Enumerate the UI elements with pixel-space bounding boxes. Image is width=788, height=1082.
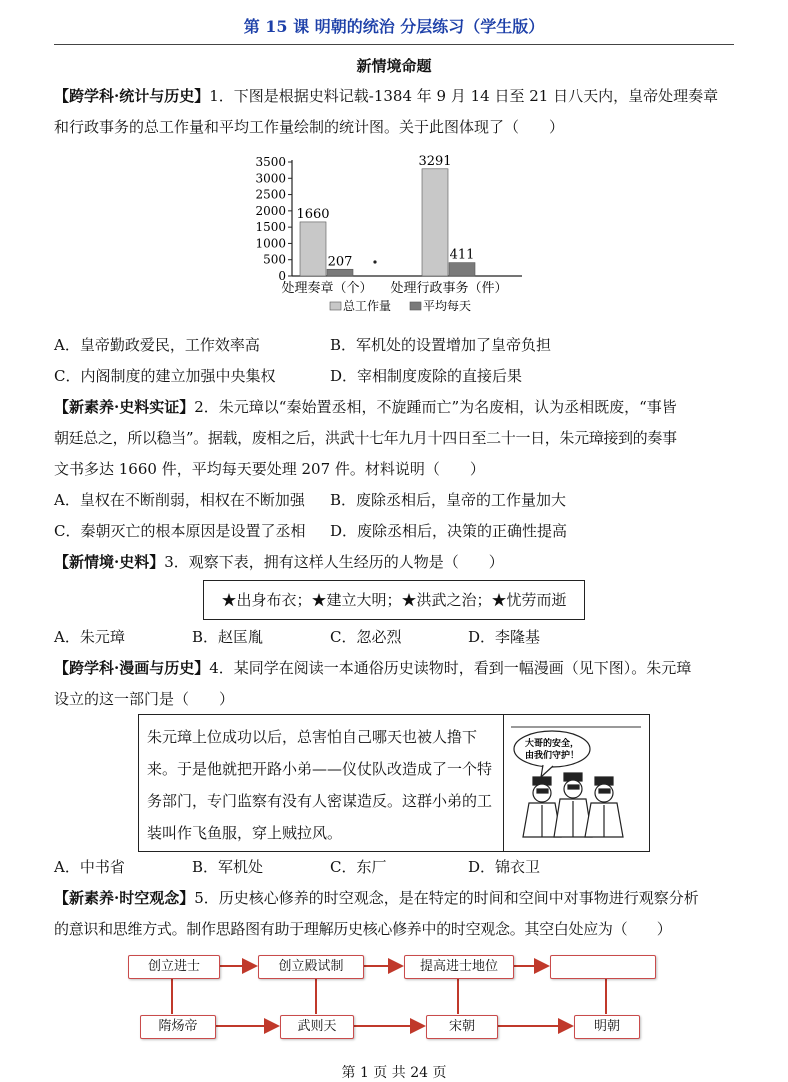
y-tick-label: 3000: [255, 171, 286, 186]
legend-label: 总工作量: [343, 299, 392, 313]
bar-总工作量-0: [300, 222, 326, 276]
q2-option-d[interactable]: D．废除丞相后，决策的正确性提高: [330, 522, 568, 540]
q2-option-b[interactable]: B．废除丞相后，皇帝的工作量加大: [330, 491, 567, 509]
q4-line-2: 设立的这一部门是（ ）: [54, 690, 235, 708]
q4-option-c[interactable]: C．东厂: [330, 858, 387, 876]
q3-option-b[interactable]: B．赵匡胤: [192, 628, 264, 646]
q1-option-c[interactable]: C．内阁制度的建立加强中央集权: [54, 367, 276, 385]
q1-tag: 【跨学科·统计与历史】: [54, 87, 210, 105]
q1-text-1: 1．下图是根据史料记载-1384 年 9 月 14 日至 21 日八天内，皇帝处理奏章: [209, 87, 719, 105]
q2-tag: 【新素养·史料实证】: [54, 398, 195, 416]
flow-bottom-box-2: 武则天: [280, 1015, 354, 1039]
flow-bottom-box-1: 隋炀帝: [140, 1015, 216, 1039]
flow-bottom-box-3: 宋朝: [426, 1015, 498, 1039]
flow-top-box-blank[interactable]: [550, 955, 656, 979]
bar-总工作量-1: [422, 169, 448, 276]
bar-value-label: 3291: [418, 153, 452, 169]
page-footer: 第 1 页 共 24 页: [341, 1065, 447, 1081]
q5-text-1: 5．历史核心修养的时空观念，是在特定的时间和空间中对事物进行观察分析: [194, 889, 699, 907]
y-tick-label: 500: [263, 252, 286, 267]
workload-bar-chart: [250, 150, 540, 322]
x-category-label: 处理行政事务（件）: [390, 281, 508, 296]
q4-bubble-line-1: 大哥的安全，: [524, 739, 580, 749]
q5-line-2: 的意识和思维方式。制作思路图有助于理解历史核心修养中的时空观念。其空白处应为（ ）: [54, 920, 672, 938]
q3-option-d[interactable]: D．李隆基: [468, 628, 541, 646]
q4-comic-divider: [503, 715, 504, 851]
q3-tag: 【新情境·史料】: [54, 553, 165, 571]
q4-tag: 【跨学科·漫画与历史】: [54, 659, 210, 677]
q4-comic-caption: 朱元璋上位成功以后，总害怕自己哪天也被人撸下来。于是他就把开路小弟——仪仗队改造成了一个特务部门，专门监察有没有人密谋造反。这群小弟的工装叫作飞鱼服，穿上贼拉风。: [147, 728, 493, 842]
section-title: 新情境命题: [356, 57, 432, 75]
y-tick-label: 3500: [255, 155, 286, 169]
y-tick-label: 1000: [255, 236, 286, 251]
q2-text-1: 2．朱元璋以“秦始置丞相，不旋踵而亡”为名废相，认为丞相既废，“事皆: [194, 398, 677, 416]
page-header-title: 第 15 课 明朝的统治 分层练习（学生版）: [243, 17, 545, 36]
q5-line-1: [54, 888, 699, 908]
y-tick-label: 2500: [255, 187, 286, 202]
q4-comic-box: [138, 714, 650, 852]
q4-line-1: [54, 658, 691, 678]
q4-text-1: 4．某同学在阅读一本通俗历史读物时，看到一幅漫画（见下图）。朱元璋: [209, 659, 692, 677]
q2-line-2: 朝廷总之，所以稳当”。据载，废相之后，洪武十七年九月十四日至二十一日，朱元璋接到的奏事: [54, 429, 677, 447]
flow-top-box-2: 创立殿试制: [258, 955, 364, 979]
bar-value-label: 207: [327, 254, 353, 270]
q5-tag: 【新素养·时空观念】: [54, 889, 195, 907]
flow-top-box-1: 创立进士: [128, 955, 220, 979]
q3-line-1: [54, 552, 504, 572]
legend-swatch-总工作量: [330, 302, 341, 310]
legend-label: 平均每天: [423, 299, 472, 313]
flow-bottom-box-4: 明朝: [574, 1015, 640, 1039]
chart-dot-mark: [373, 260, 376, 263]
flow-top-box-3: 提高进士地位: [404, 955, 514, 979]
bar-平均每天-0: [327, 269, 353, 276]
q2-line-3: 文书多达 1660 件，平均每天要处理 207 件。材料说明（ ）: [54, 460, 485, 478]
y-tick-label: 2000: [255, 203, 286, 218]
q3-option-c[interactable]: C．忽必烈: [330, 628, 402, 646]
bar-value-label: 411: [449, 247, 475, 263]
q1-option-b[interactable]: B．军机处的设置增加了皇帝负担: [330, 336, 552, 354]
q4-bubble-line-2: 由我们守护！: [524, 751, 580, 761]
bar-平均每天-1: [449, 263, 475, 276]
q3-text-1: 3．观察下表，拥有这样人生经历的人物是（ ）: [164, 553, 504, 571]
q1-option-a[interactable]: A．皇帝勤政爱民，工作效率高: [54, 336, 260, 354]
q2-line-1: [54, 397, 677, 417]
q4-option-a[interactable]: A．中书省: [54, 858, 125, 876]
q1-option-d[interactable]: D．宰相制度废除的直接后果: [330, 367, 523, 385]
y-tick-label: 0: [278, 269, 286, 283]
q2-option-c[interactable]: C．秦朝灭亡的根本原因是设置了丞相: [54, 522, 306, 540]
q1-line-2: 和行政事务的总工作量和平均工作量绘制的统计图。关于此图体现了（ ）: [54, 118, 565, 136]
header-divider: [54, 44, 734, 45]
q4-comic-illustration: [507, 719, 645, 847]
q2-option-a[interactable]: A．皇权在不断削弱，相权在不断加强: [54, 491, 305, 509]
y-tick-label: 1500: [255, 220, 286, 235]
q4-option-d[interactable]: D．锦衣卫: [468, 858, 541, 876]
q3-option-a[interactable]: A．朱元璋: [54, 628, 125, 646]
guard-figure-right: [585, 777, 623, 837]
q4-option-b[interactable]: B．军机处: [192, 858, 264, 876]
q3-info-box: ★出身布衣；★建立大明；★洪武之治；★忧劳而逝: [203, 580, 585, 620]
q1-line-1: [54, 86, 718, 106]
x-category-label: 处理奏章（个）: [281, 281, 373, 296]
bar-value-label: 1660: [296, 206, 330, 222]
legend-swatch-平均每天: [410, 302, 421, 310]
